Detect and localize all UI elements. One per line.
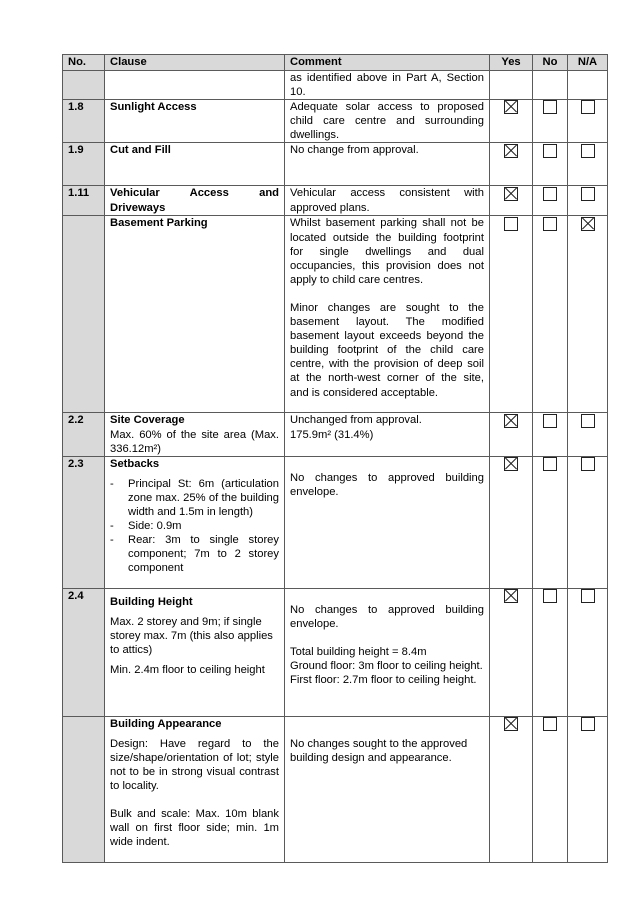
table-row [63,71,608,100]
clause-title: Building Height [110,595,193,608]
na-cell [568,100,608,143]
no-checkbox[interactable] [543,100,557,114]
header-row [63,55,608,71]
row-number: 2.4 [63,588,105,716]
yes-checkbox[interactable] [504,100,518,114]
yes-checkbox[interactable] [504,144,518,158]
no-checkbox[interactable] [543,414,557,428]
no-cell [533,143,568,186]
row-number: 1.9 [63,143,105,186]
na-checkbox[interactable] [581,187,595,201]
no-cell [533,216,568,413]
no-cell [533,716,568,862]
comment-text: No change from approval. [290,144,419,157]
list-item: - Side: 0.9m [110,519,279,533]
clause-cell [105,716,285,862]
na-checkbox[interactable] [581,457,595,471]
clause-title: Cut and Fill [110,144,171,157]
yes-checkbox[interactable] [504,187,518,201]
clause-cell [105,71,285,100]
na-cell [568,186,608,216]
comment-cell [285,71,490,100]
na-cell [568,143,608,186]
comment-text: Minor changes are sought to the basement layout. The modified basement layout exceeds beyond the building footprint of the child care centre, with the provision of deep soil at the north-west corner of the site, and is considered acceptable. [290,301,484,399]
clause-title: Basement Parking [110,217,208,230]
comment-text: Ground floor: 3m floor to ceiling height. [290,660,483,673]
table-row [63,100,608,143]
na-checkbox[interactable] [581,144,595,158]
clause-cell [105,186,285,216]
table-row [63,456,608,588]
comment-cell [285,143,490,186]
yes-cell [490,100,533,143]
na-checkbox[interactable] [581,717,595,731]
na-cell [568,456,608,588]
comment-text: First floor: 2.7m floor to ceiling height. [290,674,477,687]
comment-cell [285,716,490,862]
clause-title: Vehicular Access and Driveways [110,187,279,214]
no-cell [533,100,568,143]
clause-title: Site Coverage [110,414,185,427]
clause-text: Max. 2 storey and 9m; if single storey max. 7m (this also applies to attics) [110,615,273,657]
na-cell [568,71,608,100]
list-item: - Rear: 3m to single storey component; 7m to 2 storey component [110,533,279,575]
header-no-col: No [533,55,568,71]
na-checkbox[interactable] [581,589,595,603]
row-number: 2.3 [63,456,105,588]
no-cell [533,456,568,588]
comment-cell [285,186,490,216]
clause-text: Design: Have regard to the size/shape/orientation of lot; style not to be in strong visual contrast to locality. [110,737,279,793]
clause-cell [105,100,285,143]
header-na: N/A [568,55,608,71]
yes-cell [490,216,533,413]
comment-cell [285,588,490,716]
header-yes: Yes [490,55,533,71]
yes-cell [490,186,533,216]
na-cell [568,588,608,716]
assessment-table [62,54,608,863]
na-checkbox[interactable] [581,217,595,231]
comment-cell [285,216,490,413]
comment-cell [285,100,490,143]
row-number: 2.2 [63,413,105,456]
yes-cell [490,456,533,588]
clause-list [110,477,279,576]
row-number [63,71,105,100]
na-checkbox[interactable] [581,414,595,428]
na-cell [568,413,608,456]
no-checkbox[interactable] [543,717,557,731]
comment-text: No changes to approved building envelope. [290,603,484,630]
row-number [63,216,105,413]
yes-cell [490,413,533,456]
yes-cell [490,588,533,716]
row-number [63,716,105,862]
yes-checkbox[interactable] [504,717,518,731]
yes-cell [490,716,533,862]
no-checkbox[interactable] [543,187,557,201]
no-cell [533,588,568,716]
comment-text: Whilst basement parking shall not be located outside the building footprint for single dwellings and dual occupancies, this provision does not apply to child care centres. [290,217,484,286]
comment-text: Adequate solar access to proposed child care centre and surrounding dwellings. [290,101,484,142]
na-cell [568,216,608,413]
no-cell [533,186,568,216]
header-clause: Clause [105,55,285,71]
clause-cell [105,143,285,186]
comment-cell [285,413,490,456]
table-row [63,588,608,716]
table-row [63,143,608,186]
clause-text: Bulk and scale: Max. 10m blank wall on first floor side; min. 1m wide indent. [110,808,279,849]
clause-cell [105,413,285,456]
yes-cell [490,143,533,186]
na-cell [568,716,608,862]
clause-title: Sunlight Access [110,101,197,114]
row-number: 1.11 [63,186,105,216]
table-row [63,186,608,216]
comment-text: 175.9m² (31.4%) [290,428,374,441]
yes-checkbox[interactable] [504,589,518,603]
no-checkbox[interactable] [543,144,557,158]
no-cell [533,71,568,100]
clause-text: Min. 2.4m floor to ceiling height [110,664,265,677]
comment-text: as identified above in Part A, Section 10. [290,72,484,99]
comment-text: No changes sought to the approved building design and appearance. [290,737,468,764]
yes-checkbox[interactable] [504,457,518,471]
comment-cell [285,456,490,588]
clause-cell [105,588,285,716]
table-row [63,216,608,413]
yes-checkbox[interactable] [504,217,518,231]
header-no: No. [63,55,105,71]
no-cell [533,413,568,456]
comment-text: Total building height = 8.4m [290,645,427,658]
no-checkbox[interactable] [543,589,557,603]
row-number: 1.8 [63,100,105,143]
comment-text: Unchanged from approval. [290,414,422,427]
no-checkbox[interactable] [543,457,557,471]
clause-title: Setbacks [110,457,160,470]
yes-checkbox[interactable] [504,414,518,428]
clause-cell [105,456,285,588]
clause-text: Max. 60% of the site area (Max. 336.12m²) [110,428,279,455]
comment-text: Vehicular access consistent with approved plans. [290,187,484,214]
comment-text: No changes to approved building envelope. [290,471,484,498]
clause-title: Building Appearance [110,717,222,730]
list-item: - Principal St: 6m (articulation zone max. 25% of the building width and 1.5m in length) [110,477,279,519]
clause-cell [105,216,285,413]
na-checkbox[interactable] [581,100,595,114]
header-comment: Comment [285,55,490,71]
table-row [63,716,608,862]
yes-cell [490,71,533,100]
table-row [63,413,608,456]
no-checkbox[interactable] [543,217,557,231]
